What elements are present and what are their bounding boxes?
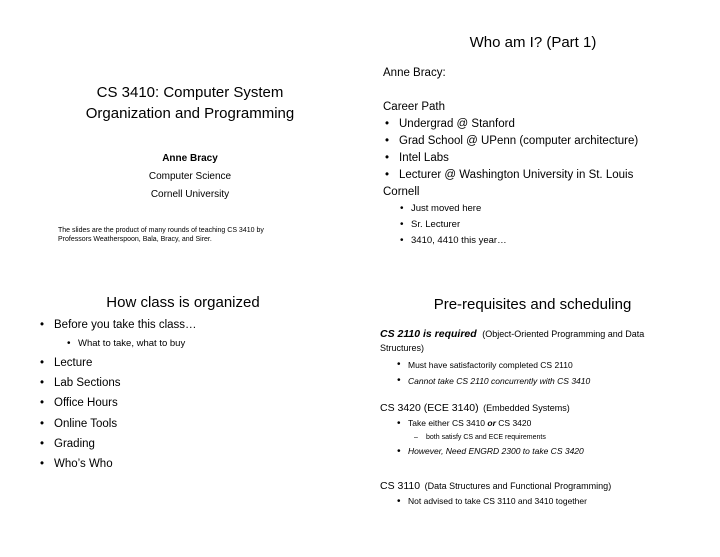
credits-note-line2: Professors Weatherspoon, Bala, Bracy, and Sirer. (58, 236, 212, 243)
list-item: • Grad School @ UPenn (computer architecture) (383, 133, 713, 150)
list-item: • Intel Labs (383, 150, 713, 167)
list-item (394, 416, 715, 444)
section-cs3420 (380, 401, 715, 459)
list-item: • Lecturer @ Washington University in St. Louis (383, 167, 713, 184)
credits-note-line1: The slides are the product of many rounds of teaching CS 3410 by (58, 227, 264, 234)
section-subtitle-cont: Structures) (380, 343, 425, 353)
career-list (383, 116, 713, 184)
section-heading: CS 2110 is required (380, 328, 477, 340)
list-item: • Not advised to take CS 3110 and 3410 together (394, 494, 715, 509)
section-cs3110 (380, 479, 715, 509)
list-item-text: CS 3420 (498, 418, 532, 428)
list-item (38, 316, 348, 353)
slide-class-organized (38, 294, 348, 474)
list-item: • However, Need ENGRD 2300 to take CS 3420 (394, 444, 715, 459)
author-name: Anne Bracy (162, 153, 218, 164)
list-item: • Grading (38, 434, 348, 454)
section-subtitle: (Data Structures and Functional Programming) (424, 481, 612, 491)
speaker-name: Anne Bracy: (383, 67, 446, 79)
organization-list (38, 316, 348, 474)
slide-title: How class is organized (106, 294, 260, 311)
course-title-line2: Organization and Programming (85, 105, 295, 122)
section-subtitle: (Object-Oriented Programming and Data (482, 329, 645, 339)
credits-note (58, 226, 340, 244)
career-heading: Career Path (383, 101, 446, 113)
or-emphasis: or (487, 418, 496, 428)
list-item: • Who’s Who (38, 454, 348, 474)
list-item: • Office Hours (38, 393, 348, 413)
cornell-heading: Cornell (383, 186, 420, 198)
cornell-list (397, 201, 713, 249)
list-item-text: Take either CS 3410 (408, 418, 486, 428)
slide-title (40, 82, 340, 244)
course-title-line1: CS 3410: Computer System (96, 84, 284, 101)
slide-who-am-i (383, 34, 713, 249)
slide-prerequisites (380, 296, 715, 509)
author-dept: Computer Science (148, 171, 232, 182)
section-subtitle: (Embedded Systems) (483, 403, 570, 413)
section-heading: CS 3110 (380, 480, 421, 492)
list-item: • Must have satisfactorily completed CS 2110 (394, 357, 715, 373)
section-heading: CS 3420 (ECE 3140) (380, 402, 479, 414)
list-item: • Lab Sections (38, 373, 348, 393)
course-title (40, 82, 340, 124)
list-item: • Lecture (38, 353, 348, 373)
slide-title: Pre-requisites and scheduling (433, 296, 632, 313)
list-item: • 3410, 4410 this year… (397, 233, 713, 249)
list-item: • What to take, what to buy (64, 334, 348, 353)
list-item-label: Before you take this class… (54, 319, 197, 331)
author-univ: Cornell University (150, 189, 230, 200)
list-item: • Sr. Lecturer (397, 217, 713, 233)
list-item: • Just moved here (397, 201, 713, 217)
slide-title: Who am I? (Part 1) (469, 34, 597, 51)
list-item: • Cannot take CS 2110 concurrently with CS 3410 (394, 373, 715, 389)
list-item: • Undergrad @ Stanford (383, 116, 713, 133)
list-item: • Online Tools (38, 414, 348, 434)
section-cs2110 (380, 327, 715, 389)
list-item: – both satisfy CS and ECE requirements (408, 431, 715, 444)
